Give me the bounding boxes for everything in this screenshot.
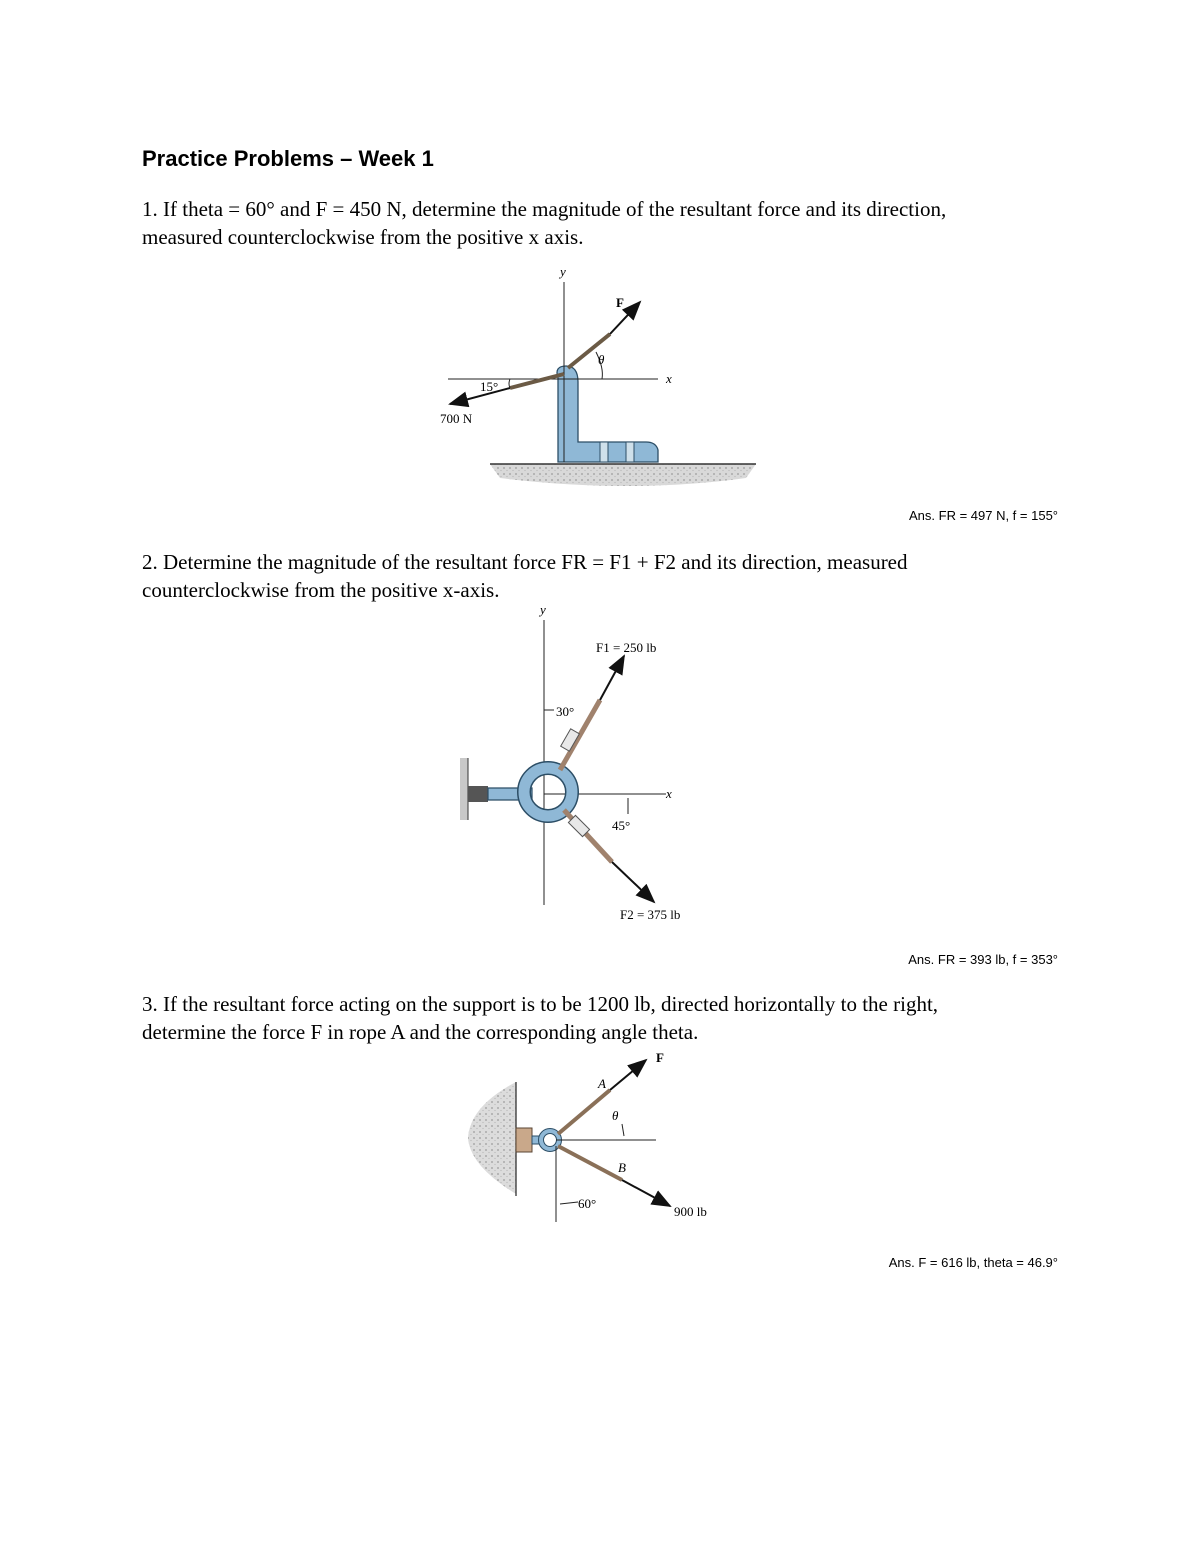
p3-rope-A-label: A: [598, 1076, 606, 1091]
p3-force-900-label: 900 lb: [674, 1204, 707, 1219]
problem-1-text: [142, 195, 1062, 251]
p2-F1-label: F1 = 250 lb: [596, 640, 657, 655]
problem-2-line-1: 2. Determine the magnitude of the resultant force FR = F1 + F2 and its direction, measured: [142, 550, 908, 574]
p3-angle-60-label: 60°: [578, 1196, 597, 1211]
p2-angle-45-label: 45°: [612, 818, 631, 833]
problem-2-text: [142, 548, 1062, 604]
problem-1-figure: [430, 262, 770, 494]
p3-theta-label: θ: [612, 1108, 619, 1123]
problem-1-line-2: measured counterclockwise from the positive x axis.: [142, 225, 584, 249]
p2-x-axis-label: x: [666, 786, 672, 801]
problem-1-line-1: 1. If theta = 60° and F = 450 N, determine the magnitude of the resultant force and its direction,: [142, 197, 947, 221]
p1-x-axis-label: x: [666, 371, 672, 386]
p2-F2-label: F2 = 375 lb: [620, 907, 681, 922]
p3-rope-B-label: B: [618, 1160, 626, 1175]
problem-3-answer: Ans. F = 616 lb, theta = 46.9°: [888, 1255, 1058, 1270]
p1-force-700-label: 700 N: [440, 411, 473, 426]
p3-force-F-label: F: [656, 1050, 664, 1065]
problem-3-text: [142, 990, 1062, 1046]
problem-1-answer: Ans. FR = 497 N, f = 155°: [909, 508, 1058, 523]
problem-2-line-2: counterclockwise from the positive x-axis.: [142, 578, 500, 602]
p1-force-F-label: F: [616, 295, 624, 310]
p1-y-axis-label: y: [560, 264, 566, 279]
problem-3-line-1: 3. If the resultant force acting on the support is to be 1200 lb, directed horizontally to the right,: [142, 992, 939, 1016]
problem-2-answer: Ans. FR = 393 lb, f = 353°: [908, 952, 1058, 967]
page-title: Practice Problems – Week 1: [142, 146, 434, 171]
problem-3-figure: [460, 1046, 750, 1226]
p1-angle-label: 15°: [480, 379, 499, 394]
p2-angle-30-label: 30°: [556, 704, 575, 719]
p2-y-axis-label: y: [540, 602, 546, 617]
problem-3-line-2: determine the force F in rope A and the corresponding angle theta.: [142, 1020, 699, 1044]
p1-theta-label: θ: [598, 352, 605, 367]
problem-2-figure: [440, 600, 720, 930]
